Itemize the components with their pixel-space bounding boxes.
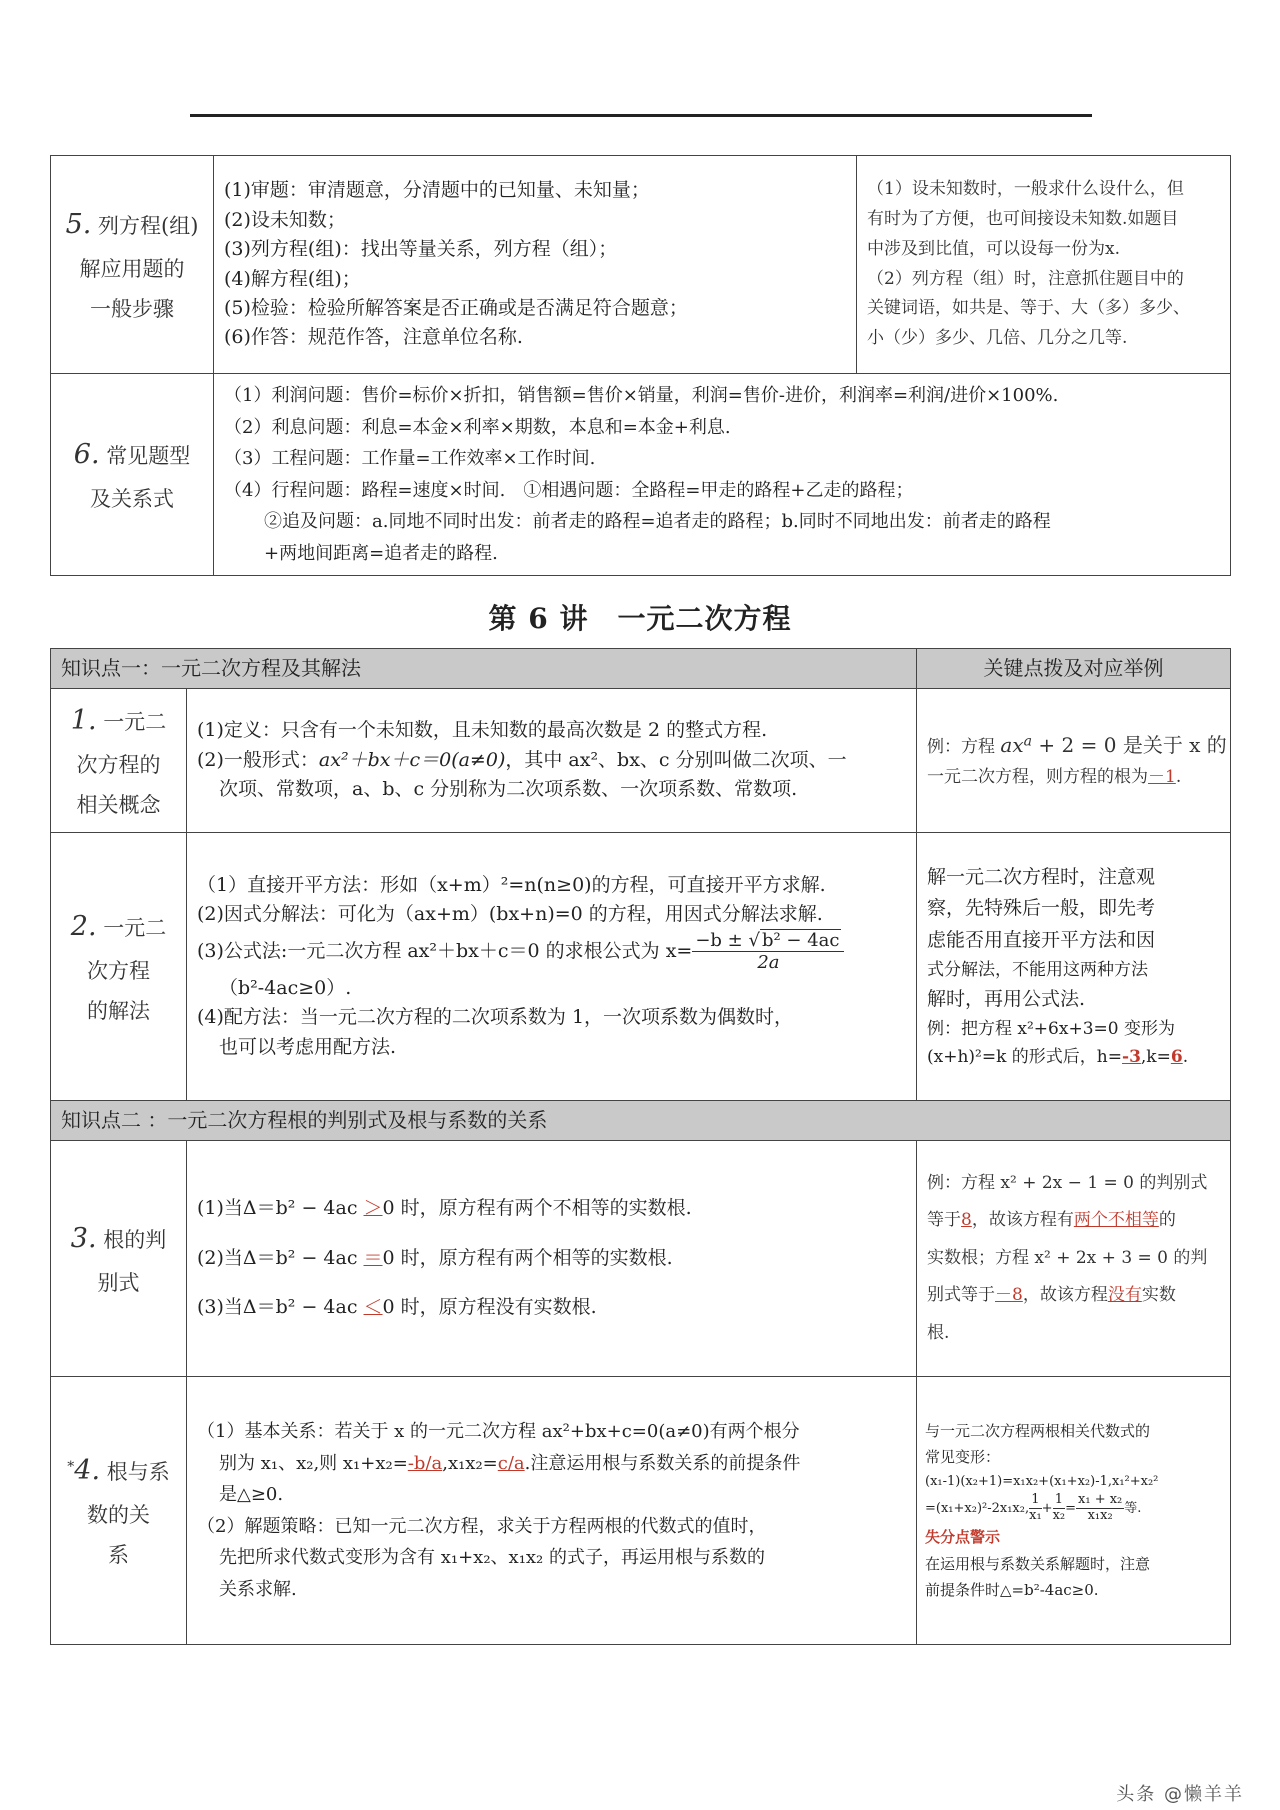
step-line: (3)列方程(组)：找出等量关系，列方程（组）； [224,238,618,261]
warning-title: 失分点警示 [925,1528,1001,1547]
header-row [51,649,1231,689]
step-line: (6)作答：规范作答，注意单位名称. [224,326,523,349]
row5-steps [214,156,857,374]
header-right: 关键点拨及对应举例 [917,649,1231,689]
row-3 [51,1141,1231,1377]
row1-note: 例：方程 $ax^a + 2 = 0$ 是关于 x 的 一元二次方程，则方程的根为－1. [917,689,1231,833]
section2-row [51,1101,1231,1141]
step-line: (4)解方程(组)； [224,267,361,290]
main-table [50,648,1231,1645]
quadratic-formula: $\frac{\text{−b ± √ b² − 4ac}}{2a}$ [692,930,844,974]
row4-label: *4. 根与系 数的关 系 [51,1377,187,1645]
row-2 [51,833,1231,1101]
row-6 [51,374,1231,576]
row4-note: 与一元二次方程两根相关代数式的 常见变形： (x₁-1)(x₂+1)=x₁x₂+(x₁+x₂)-1,x₁²+x₂² =(x₁+x₂)²-2x₁x₂, $\frac{1}{\text{x₁}}+$ $\frac{1}{\text{x₂}}=$ $\frac{\text{x₁ + x₂}}{\text{x₁x₂}}$等. 失分点警示 在运用根与系数关系解题时，注意 前提条件时△=b²-4ac≥0. [917,1377,1231,1645]
section2-header: 知识点二 ：一元二次方程根的判别式及根与系数的关系 [51,1101,1231,1141]
row-1 [51,689,1231,833]
row6-label: 6. 常见题型 及关系式 [51,374,214,576]
row2-content: （1）直接开平方法：形如（x+m）²=n(n≥0)的方程，可直接开平方求解. (2)因式分解法：可化为（ax+m）(bx+n)=0 的方程，用因式分解法求解. (3)公式法:一元二次方程 ax²＋bx＋c＝0 的求根公式为 x= $\frac{\text{−b ± √ b² − 4ac}}{2a}$ （b²-4ac≥0）. (4)配方法：当一元二次方程的二次项系数为 1，一次项系数为偶数时， 也可以考虑用配方法. [187,833,917,1101]
row3-label: 3. 根的判 别式 [51,1141,187,1377]
row-5 [51,156,1231,374]
top-rule [190,114,1092,117]
step-line: (1)审题：审清题意，分清题中的已知量、未知量； [224,179,650,202]
row1-content: (1)定义：只含有一个未知数，且未知数的最高次数是 2 的整式方程. (2)一般形式：ax²＋bx＋c＝0(a≠0)，其中 ax²、bx、c 分别叫做二次项、一 次项、常数项，a、b、c 分别称为二次项系数、一次项系数、常数项. [187,689,917,833]
row6-content: （1）利润问题：售价=标价×折扣，销售额=售价×销量，利润=售价-进价，利润率=利润/进价×100%. （2）利息问题：利息=本金×利率×期数，本息和=本金+利息. （3）工程问题：工作量=工作效率×工作时间. （4）行程问题：路程=速度×时间. ①相遇问题：全路程=甲走的路程+乙走的路程； ②追及问题：a.同地不同时出发：前者走的路程=追者走的路程；b.同时不同地出发：前者走的路程 +两地间距离=追者走的路程. [214,374,1231,576]
step-line: (2)设未知数； [224,208,346,231]
row3-content: (1)当Δ＝b² − 4ac ＞0 时，原方程有两个不相等的实数根. (2)当Δ＝b² − 4ac ＝0 时，原方程有两个相等的实数根. (3)当Δ＝b² − 4ac ＜0 时，原方程没有实数根. [187,1141,917,1377]
row2-note: 解一元二次方程时，注意观 察，先特殊后一般，即先考 虑能否用直接开平方法和因 式分解法，不能用这两种方法 解时，再用公式法. 例：把方程 x²+6x+3=0 变形为 (x+h)²=k 的形式后，h=-3,k=6. [917,833,1231,1101]
row4-content: （1）基本关系：若关于 x 的一元二次方程 ax²+bx+c=0(a≠0)有两个根分 别为 x₁、x₂,则 x₁+x₂=-b/a,x₁x₂=c/a.注意运用根与系数关系的前提条件 是△≥0. （2）解题策略：已知一元二次方程，求关于方程两根的代数式的值时， 先把所求代数式变形为含有 x₁+x₂、x₁x₂ 的式子，再运用根与系数的 关系求解. [187,1377,917,1645]
row5-label: 5. 列方程(组) 解应用题的 一般步骤 [51,156,214,374]
row5-note: （1）设未知数时，一般求什么设什么，但 有时为了方便，也可间接设未知数.如题目 中涉及到比值，可以设每一份为x. （2）列方程（组）时，注意抓住题目中的 关键词语，如共是、等于、大（多）多少、 小（少）多少、几倍、几分之几等. [857,156,1231,374]
step-line: (5)检验：检验所解答案是否正确或是否满足符合题意； [224,296,688,319]
section-title: 第 6 讲 一元二次方程 [488,602,792,635]
row-4 [51,1377,1231,1645]
row2-label: 2. 一元二 次方程 的解法 [51,833,187,1101]
watermark: 头条 @懒羊羊 [1116,1784,1244,1805]
row1-label: 1. 一元二 次方程的 相关概念 [51,689,187,833]
header-left: 知识点一：一元二次方程及其解法 [51,649,917,689]
top-table [50,155,1231,576]
row3-note: 例：方程 x² + 2x − 1 = 0 的判别式 等于8，故该方程有两个不相等的 实数根；方程 x² + 2x + 3 = 0 的判 别式等于－8，故该方程没有实数 根. [917,1141,1231,1377]
